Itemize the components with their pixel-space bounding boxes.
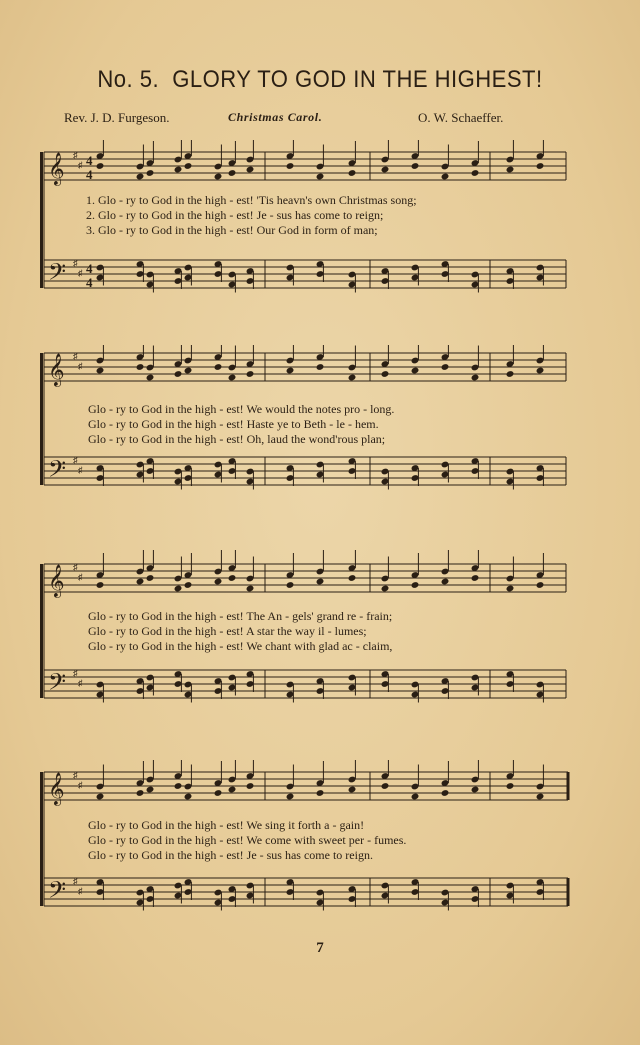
key-signature-icon: ♯ [73, 770, 78, 780]
notehead [506, 782, 515, 790]
author-credit: Rev. J. D. Furgeson. [64, 110, 170, 125]
tune-name: Christmas Carol. [228, 110, 323, 124]
key-signature-icon: ♯ [73, 668, 78, 678]
notehead [316, 363, 325, 371]
notehead [411, 581, 420, 589]
notehead [136, 363, 145, 371]
system-bracket [40, 772, 43, 906]
notehead [316, 789, 325, 797]
notehead [381, 166, 390, 174]
notehead [184, 793, 193, 801]
notehead [246, 166, 255, 174]
notehead [316, 173, 325, 181]
notehead [286, 581, 295, 589]
notehead [174, 370, 183, 378]
notehead [146, 169, 155, 177]
key-signature-icon: ♯ [73, 455, 78, 465]
system-bracket [40, 564, 43, 698]
time-signature-icon: 4 [86, 167, 93, 182]
notehead [214, 578, 223, 586]
notehead [146, 374, 155, 382]
notehead [381, 585, 390, 593]
key-signature-icon: ♯ [78, 780, 83, 790]
treble-clef-icon: 𝄞 [48, 772, 65, 805]
notehead [536, 581, 545, 589]
key-signature-icon: ♯ [78, 572, 83, 582]
treble-clef-icon: 𝄞 [48, 353, 65, 386]
notehead [506, 370, 515, 378]
notehead [471, 374, 480, 382]
bass-clef-icon: 𝄢 [48, 455, 67, 488]
notehead [174, 782, 183, 790]
bass-clef-icon: 𝄢 [48, 668, 67, 701]
notehead [536, 162, 545, 170]
hymn-title-line [26, 66, 615, 94]
key-signature-icon: ♯ [73, 258, 78, 268]
notehead [348, 374, 357, 382]
lyric-line: Glo - ry to God in the high - est! A star the way il - lumes; [88, 624, 367, 638]
key-signature-icon: ♯ [78, 886, 83, 896]
key-signature-icon: ♯ [73, 562, 78, 572]
notehead [441, 578, 450, 586]
notehead [411, 162, 420, 170]
lyric-line: Glo - ry to God in the high - est! We chant with glad ac - claim, [88, 639, 393, 653]
treble-clef-icon: 𝄞 [48, 152, 65, 185]
key-signature-icon: ♯ [78, 160, 83, 170]
notehead [506, 585, 515, 593]
lyric-line: Glo - ry to God in the high - est! The An - gels' grand re - frain; [88, 609, 393, 623]
key-signature-icon: ♯ [73, 150, 78, 160]
notehead [136, 578, 145, 586]
lyric-line: Glo - ry to God in the high - est! We sing it forth a - gain! [88, 818, 365, 832]
notehead [174, 166, 183, 174]
lyric-line: 1. Glo - ry to God in the high - est! 'Tis heavn's own Christmas song; [86, 193, 417, 207]
notehead [316, 578, 325, 586]
notehead [348, 169, 357, 177]
time-signature-icon: 4 [86, 275, 93, 290]
key-signature-icon: ♯ [78, 361, 83, 371]
notehead [286, 367, 295, 375]
bass-clef-icon: 𝄢 [48, 258, 67, 291]
lyric-line: 3. Glo - ry to God in the high - est! Our God in form of man; [86, 223, 378, 237]
notehead [184, 581, 193, 589]
notehead [536, 793, 545, 801]
notehead [214, 363, 223, 371]
system-bracket [40, 353, 43, 485]
notehead [214, 173, 223, 181]
notehead [96, 581, 105, 589]
lyric-line: 2. Glo - ry to God in the high - est! Je - sus has come to reign; [86, 208, 384, 222]
notehead [96, 793, 105, 801]
notehead [471, 786, 480, 794]
notehead [246, 370, 255, 378]
notehead [471, 169, 480, 177]
key-signature-icon: ♯ [73, 876, 78, 886]
notehead [381, 370, 390, 378]
notehead [96, 367, 105, 375]
composer-credit: O. W. Schaeffer. [418, 110, 504, 125]
lyric-line: Glo - ry to God in the high - est! We would the notes pro - long. [88, 402, 395, 416]
notehead [441, 363, 450, 371]
key-signature-icon: ♯ [73, 351, 78, 361]
key-signature-icon: ♯ [78, 465, 83, 475]
notehead [381, 782, 390, 790]
notehead [411, 793, 420, 801]
notehead [184, 162, 193, 170]
notehead [536, 367, 545, 375]
notehead [174, 585, 183, 593]
notehead [246, 585, 255, 593]
notehead [286, 162, 295, 170]
notehead [96, 162, 105, 170]
lyric-line: Glo - ry to God in the high - est! We come with sweet per - fumes. [88, 833, 407, 847]
notehead [146, 786, 155, 794]
notehead [136, 789, 145, 797]
lyric-line: Glo - ry to God in the high - est! Haste ye to Beth - le - hem. [88, 417, 379, 431]
notehead [228, 574, 237, 582]
notehead [286, 793, 295, 801]
lyric-line: Glo - ry to God in the high - est! Je - sus has come to reign. [88, 848, 373, 862]
notehead [136, 173, 145, 181]
bass-clef-icon: 𝄢 [48, 876, 67, 909]
page-number: 7 [316, 940, 324, 956]
key-signature-icon: ♯ [78, 678, 83, 688]
notehead [471, 574, 480, 582]
key-signature-icon: ♯ [78, 268, 83, 278]
time-signature-icon: 4 [86, 261, 93, 276]
notehead [228, 374, 237, 382]
hymn-title: GLORY TO GOD IN THE HIGHEST! [172, 66, 543, 93]
notehead [246, 782, 255, 790]
hymn-number: No. 5. [97, 66, 160, 93]
notehead [441, 789, 450, 797]
notehead [506, 166, 515, 174]
notehead [228, 169, 237, 177]
notehead [411, 367, 420, 375]
notehead [184, 367, 193, 375]
notehead [214, 789, 223, 797]
system-bracket [40, 152, 43, 288]
notehead [348, 786, 357, 794]
notehead [348, 574, 357, 582]
notehead [146, 574, 155, 582]
lyric-line: Glo - ry to God in the high - est! Oh, laud the wond'rous plan; [88, 432, 386, 446]
notehead [228, 786, 237, 794]
notehead [441, 173, 450, 181]
time-signature-icon: 4 [86, 153, 93, 168]
treble-clef-icon: 𝄞 [48, 564, 65, 597]
